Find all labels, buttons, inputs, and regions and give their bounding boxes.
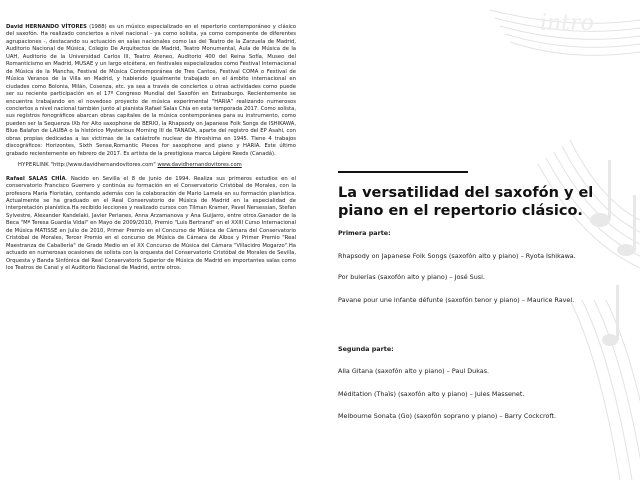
program-title: La versatilidad del saxofón y el piano en el repertorio clásico. (338, 185, 594, 219)
part1-work-2: Por bulerías (saxofón alto y piano) – José Susi. (338, 273, 485, 281)
bio-rafael-name: Rafael SALAS CHÍA (6, 175, 66, 182)
part1-work-3: Pavane pour une infante défunte (saxofón tenor y piano) – Maurice Ravel. (338, 296, 575, 304)
part2-work-3: Melbourne Sonata (Go) (saxofón soprano y piano) – Barry Cockcroft. (338, 412, 557, 420)
hyperlink-line (18, 162, 296, 169)
bio-david-name: David HERNANDO VÍTORES (6, 24, 87, 30)
svg-text:intro: intro (540, 11, 594, 36)
sheet-music-watermark (450, 0, 640, 480)
part2-work-2: Méditation (Thaïs) (saxofón alto y piano) – Jules Massenet. (338, 390, 525, 398)
website-link[interactable]: www.davidhernandovitores.com (157, 162, 242, 169)
biographies-column (6, 24, 296, 277)
part2-work-1: Alla Gitana (saxofón alto y piano) – Paul Dukas. (338, 367, 490, 375)
bio-david (6, 24, 296, 158)
bio-rafael-text: . Nacido en Sevilla el 8 de junio de 1994. Realiza sus primeros estudios en el conservatorio Francisco Guerrero y continúa su formación en el Conservatorio Cristóbal de Morales, con la profesora María Floristán, contando además con la colaboración de Mario Lamela en su formación pianística. Actualmente se ha graduado en el Real Conservatorio de Música de Madrid en la especialidad de interpretación pianística.Ha recibido lecciones y realizado cursos con Tilman Kramer, Pavel Nersessian, Stefan Sylvestre, Alexander Kandelaki, Javier Perianes, Anna Arzamanova y Ana Guijarro, entre otros.Ganador de la Beca "Mª Teresa Guardia Vidal" en Mayo de 2009/2010, Premio "Luis Bertrand" en el XXIII Curso Internacional de Música MATISSE en Julio de 2010, Primer Premio en el Concurso de Música de Cámara del Conservatorio Cristóbal de Morales, Tercer Premio en el concurso de Música de Cámara de Albox y Primer Premio "Real Maestranza de Caballería" de Grado Medio en el XX Concurso de Música del Cámara "Villacidro Mogarzo".Ha actuado en numerosas ocasiones de solista con la orquesta del Conservatorio Cristóbal de Morales de Sevilla, Orquesta y Banda Sinfónica del Real Conservatorio Superior de Música de Madrid en importantes salas como los Teatros de Canal y el Auditorio Nacional de Madrid, entre otros. (6, 175, 296, 272)
hyperlink-url: "http://www.davidhernandovitores.com" (50, 162, 156, 169)
part1-label: Primera parte: (338, 229, 391, 237)
part1-work-1: Rhapsody on Japanese Folk Songs (saxofón alto y piano) – Ryota Ishikawa. (338, 252, 576, 260)
bio-rafael (6, 176, 296, 273)
bio-david-text: (1988) es un músico especializado en el repertorio contemporáneo y clásico del saxofón. Ha realizado conciertos a nivel nacional - ya como solista, ya como componente de diferentes agrupaciones -, destacando su actuación en salas nacionales como las del Teatro de la Zarzuela de Madrid, Auditorio Nacional de Música, Colegio De Arquitectos de Madrid, Teatro Monumental, Aula de Música de la UAH, Auditorio de la Universidad Carlos III, Teatro Ateneo, Auditorio 400 del Reina Sofía, Museo del Romanticismo en Madrid, MUSAE y un largo etcétera, en festivales especializados como Festival Internacional de Música de la Mancha, Festival de Música Contemporánea de Tres Cantos, Festival COMA o Festival de Música Veranos de la Villa en Madrid, y habiendo igualmente trabajado en el ámbito internacional en ciudades como Bolonia, Milán, Cosenza, etc. ya sea a través de conciertos u otras actividades como puede ser su reciente participación en el 17º Congreso Mundial del Saxofón en Estrasburgo. Recientemente se encuentra trabajando en el novedoso proyecto de música experimental "HARIA" realizando numerosos conciertos a nivel nacional también junto al pianista Rafael Salas Chía en esta temporada 2017. Como solista, sus registros fonográficos abarcan obras capitales de la música contemporánea para su instrumento, como pueden ser la Sequenza IXb for Alto saxophone de BERIO, la Rhapsody on Japanese Folk Songs de ISHIKAWA, Blue Balafon de LAUBA o la histórico Mysterious Morning III de TANADA, aparte del registro del EP Asahi, con obras propias dedicadas a las víctimas de la catástrofe nuclear de Hiroshima en 1945. Tiene 4 trabajos discográficos: Horizontes, Sixth Sense,Romantic Pieces for saxophone and piano y HARIA. Este último grabado recientemente en febrero de 2017. Es artista de la prestigiosa marca Légère Reeds (Canadá). (6, 24, 297, 157)
part2-label: Segunda parte: (338, 345, 394, 353)
title-divider (338, 171, 468, 173)
hyperlink-label: HYPERLINK (18, 162, 49, 169)
